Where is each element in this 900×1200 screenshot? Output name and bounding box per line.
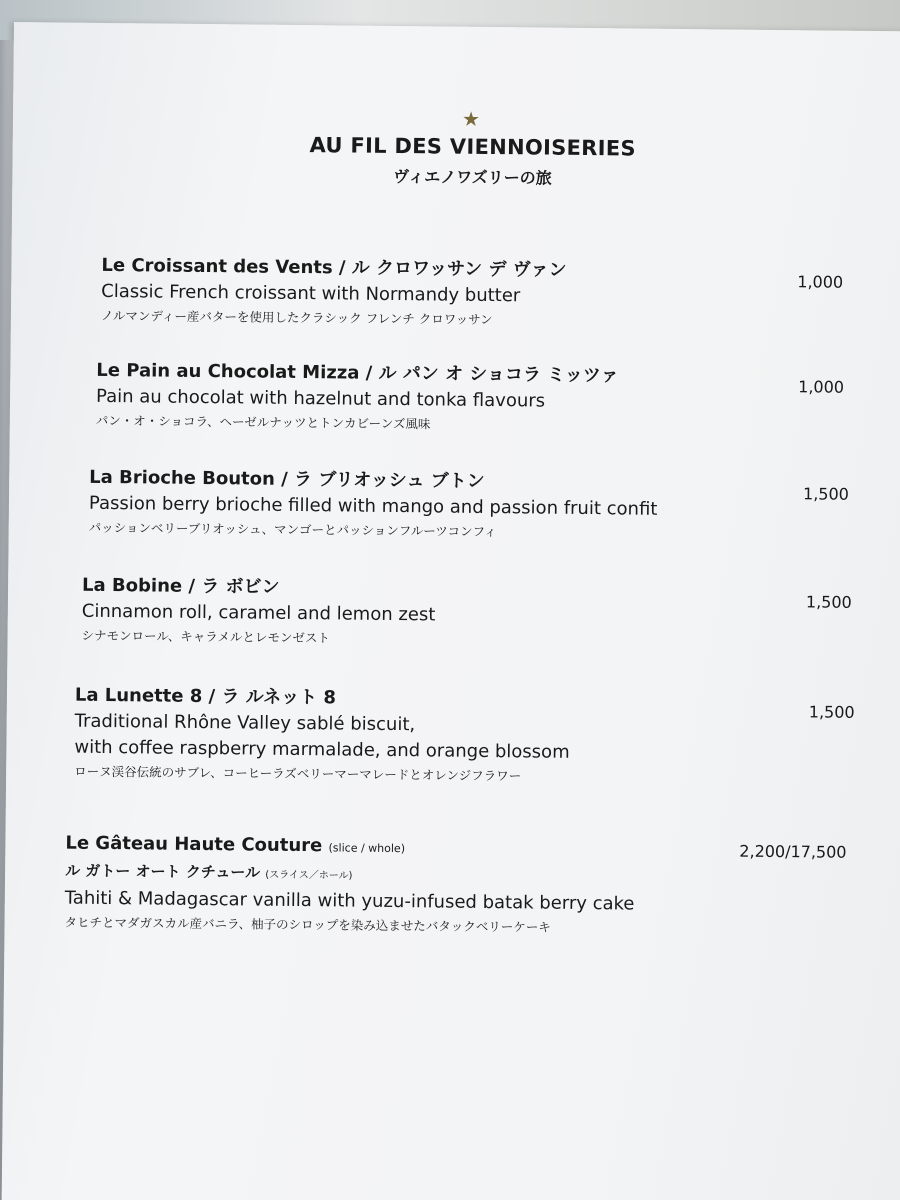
item-description: Pain au chocolat with hazelnut and tonka flavours bbox=[95, 385, 546, 412]
item-name: La Brioche Bouton / ラ ブリオッシュ ブトン bbox=[89, 466, 485, 492]
star-icon: ★ bbox=[461, 106, 481, 131]
item-name-jp: ル ガトー オート クチュール bbox=[65, 861, 261, 882]
item-description-jp: タヒチとマダガスカル産バニラ、柚子のシロップを染み込ませたバタックベリーケーキ bbox=[64, 914, 551, 935]
menu-item-brioche bbox=[89, 465, 900, 547]
item-description: Passion berry brioche filled with mango and passion fruit confit bbox=[88, 492, 658, 520]
menu-item-pain-au-chocolat bbox=[96, 358, 900, 440]
item-name: La Lunette 8 / ラ ルネット 8 bbox=[74, 684, 337, 709]
item-price: 2,200/17,500 bbox=[739, 841, 847, 862]
item-description: Cinnamon roll, caramel and lemon zest bbox=[81, 600, 436, 626]
item-name-note: (slice / whole) bbox=[328, 841, 406, 856]
item-price: 1,000 bbox=[797, 272, 844, 292]
menu-item-gateau bbox=[64, 831, 875, 942]
menu-item-lunette bbox=[74, 683, 885, 791]
item-name: Le Pain au Chocolat Mizza / ル パン オ ショコラ ミッツァ bbox=[96, 359, 619, 387]
menu-item-croissant bbox=[101, 253, 900, 335]
item-price: 1,500 bbox=[808, 702, 855, 722]
section-title: AU FIL DES VIENNOISERIES bbox=[309, 133, 637, 161]
item-name: Le Croissant des Vents / ル クロワッサン デ ヴァン bbox=[101, 254, 567, 281]
item-name-jp-note: (スライス／ホール) bbox=[265, 869, 353, 882]
section-title-jp: ヴィエノワズリーの旅 bbox=[393, 166, 552, 188]
item-description-jp: パッションベリーブリオッシュ、マンゴーとパッションフルーツコンフィ bbox=[88, 519, 497, 540]
menu-content bbox=[64, 103, 883, 935]
menu-page bbox=[1, 22, 900, 1200]
item-description-jp: ローヌ渓谷伝統のサブレ、コーヒーラズベリーマーマレードとオレンジフラワー bbox=[74, 763, 522, 784]
item-price: 1,500 bbox=[805, 592, 852, 612]
item-description-jp: ノルマンディー産バターを使用したクラシック フレンチ クロワッサン bbox=[100, 307, 493, 328]
item-description: Classic French croissant with Normandy butter bbox=[101, 280, 521, 307]
item-description: Tahiti & Madagascar vanilla with yuzu-infused batak berry cake bbox=[64, 887, 635, 915]
item-name: La Bobine / ラ ボビン bbox=[81, 574, 280, 598]
item-description-jp: シナモンロール、キャラメルとレモンゼスト bbox=[81, 627, 331, 646]
item-name: Le Gâteau Haute Couture bbox=[65, 832, 323, 857]
item-price: 1,500 bbox=[803, 484, 850, 504]
item-description-line2: with coffee raspberry marmalade, and orange blossom bbox=[74, 736, 570, 763]
menu-item-bobine bbox=[81, 573, 892, 655]
item-description-jp: パン・オ・ショコラ、ヘーゼルナッツとトンカビーンズ風味 bbox=[95, 412, 431, 432]
item-description: Traditional Rhône Valley sablé biscuit, bbox=[74, 710, 416, 736]
item-price: 1,000 bbox=[798, 377, 845, 397]
